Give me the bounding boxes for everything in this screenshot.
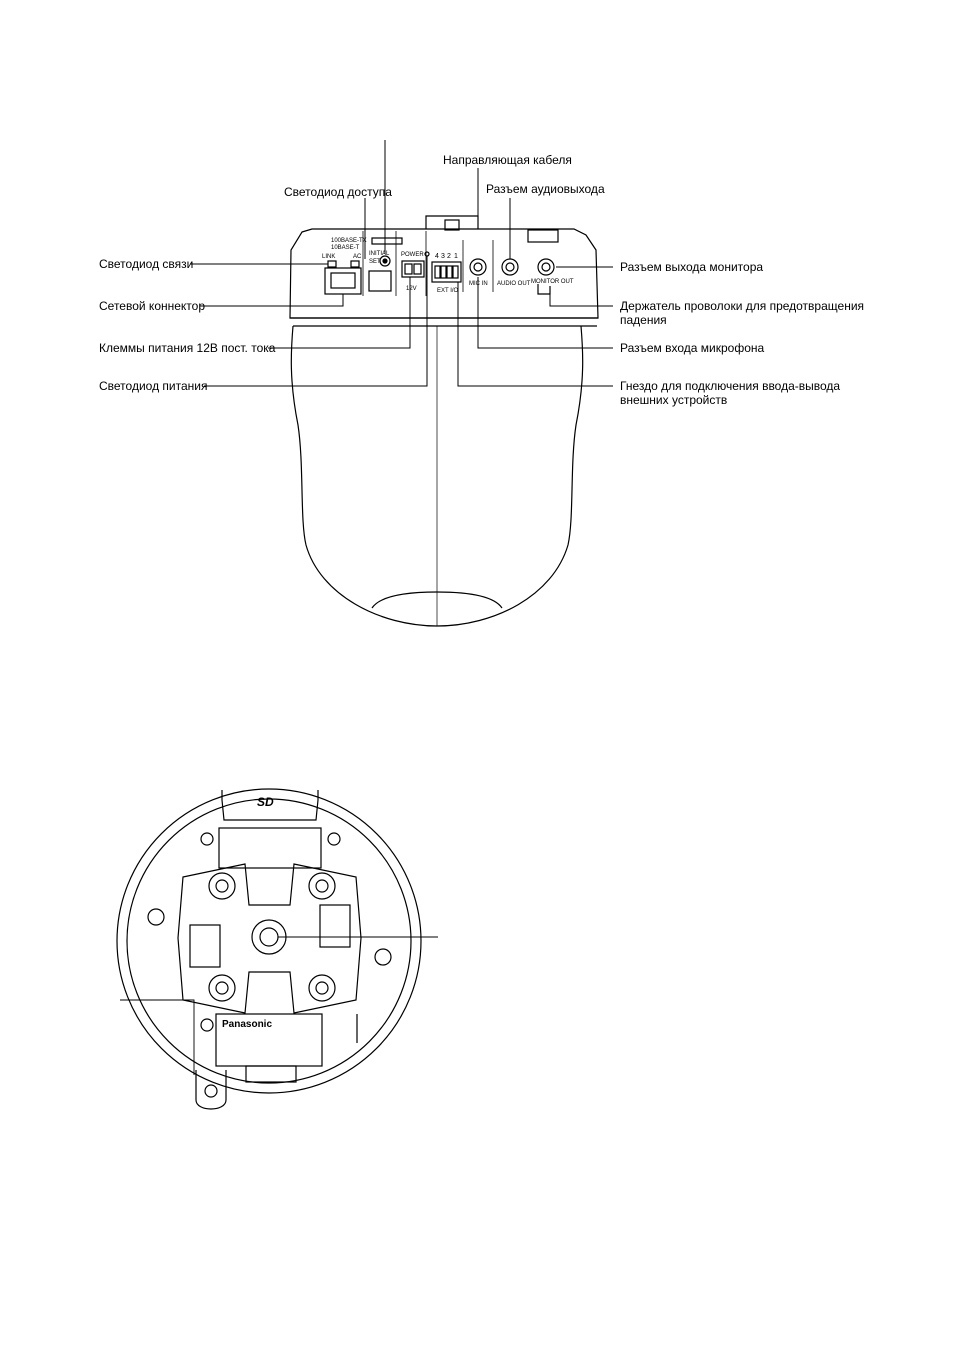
marking-12v: 12V xyxy=(406,286,417,292)
ext-io-pin-1 xyxy=(453,266,458,278)
wire-holder xyxy=(538,284,550,294)
monitor-out-jack-hole xyxy=(542,263,550,271)
corner-hole-tr xyxy=(328,833,340,845)
marking-power: POWER xyxy=(401,252,424,258)
mount-screw-tr-head xyxy=(316,880,328,892)
inner-outline xyxy=(120,1000,194,1075)
sd-slot-cover xyxy=(369,271,391,291)
label-link-led: Светодиод связи xyxy=(99,257,194,271)
marking-ch-4: 4 xyxy=(435,253,439,260)
label-monitor-out-connector: Разъем выхода монитора xyxy=(620,260,764,274)
side-hole-left xyxy=(148,909,164,925)
mount-screw-tr xyxy=(309,873,335,899)
marking-link: LINK xyxy=(322,254,336,260)
label-ext-io-line1: Гнездо для подключения ввода-вывода xyxy=(620,379,841,393)
top-tab-right xyxy=(528,230,558,242)
ext-io-pin-4 xyxy=(435,266,440,278)
panasonic-logo: Panasonic xyxy=(222,1019,273,1030)
marking-audio-out: AUDIO OUT xyxy=(497,281,531,287)
corner-hole-bl xyxy=(201,1019,213,1031)
safety-wire-hole xyxy=(205,1085,217,1097)
label-ext-io-line2: внешних устройств xyxy=(620,393,728,407)
side-hole-right xyxy=(375,949,391,965)
mount-screw-bl xyxy=(209,975,235,1001)
mount-screw-tl-head xyxy=(216,880,228,892)
label-audio-out-connector: Разъем аудиовыхода xyxy=(486,182,605,196)
ext-io-pin-3 xyxy=(441,266,446,278)
label-mic-in-connector: Разъем входа микрофона xyxy=(620,341,765,355)
label-wire-holder-line2: падения xyxy=(620,313,667,327)
mount-plate xyxy=(178,864,361,1013)
mount-screw-br xyxy=(309,975,335,1001)
side-slot-right xyxy=(320,905,350,947)
camera-side-view xyxy=(290,216,598,626)
leader-ext-io xyxy=(458,282,613,386)
label-access-led: Светодиод доступа xyxy=(284,185,392,199)
bottom-connector xyxy=(246,1066,296,1082)
leader-wire-holder xyxy=(550,290,613,306)
bottom-inner-ring xyxy=(127,799,411,1083)
leader-power-led xyxy=(204,256,427,386)
label-wire-holder-line1: Держатель проволоки для предотвращения xyxy=(620,299,865,313)
mount-screw-bl-head xyxy=(216,982,228,994)
marking-ch-3: 3 xyxy=(441,253,445,260)
power-terminal-1 xyxy=(405,264,412,274)
audio-out-jack xyxy=(502,259,518,275)
bottom-outer-ring xyxy=(117,789,421,1093)
label-power-terminals: Клеммы питания 12В пост. тока xyxy=(99,341,276,355)
corner-hole-tl xyxy=(201,833,213,845)
marking-base-tx: 100BASE-TX xyxy=(331,238,367,244)
bottom-view-logos xyxy=(222,795,274,1030)
label-power-led: Светодиод питания xyxy=(99,379,208,393)
marking-base-t: 10BASE-T xyxy=(331,245,360,251)
label-cable-guide: Направляющая кабеля xyxy=(443,153,572,167)
cable-guide-bracket xyxy=(426,216,478,229)
marking-mic-in: MIC IN xyxy=(469,281,488,287)
mic-in-jack xyxy=(470,259,486,275)
center-screw-inner xyxy=(260,928,278,946)
leader-mic-in xyxy=(478,277,613,348)
mount-screw-tl xyxy=(209,873,235,899)
marking-ch-2: 2 xyxy=(447,253,451,260)
label-network-connector: Сетевой коннектор xyxy=(99,299,206,313)
rj45-opening xyxy=(331,273,355,288)
marking-monitor-out: MONITOR OUT xyxy=(531,279,574,285)
access-led xyxy=(351,261,359,267)
mic-in-jack-hole xyxy=(474,263,482,271)
marking-ch-1: 1 xyxy=(454,253,458,260)
marking-ac: AC xyxy=(353,254,362,260)
safety-wire-tab xyxy=(196,1070,226,1109)
side-slot-left xyxy=(190,925,220,967)
marking-set: SET xyxy=(369,259,381,265)
initial-set-button-core xyxy=(383,259,387,263)
sd-logo: SD xyxy=(257,795,274,809)
ext-io-pin-2 xyxy=(447,266,452,278)
link-led xyxy=(328,261,336,267)
marking-ext-io: EXT I/O xyxy=(437,288,459,294)
mount-screw-br-head xyxy=(316,982,328,994)
audio-out-jack-hole xyxy=(506,263,514,271)
marking-initial: INITIAL xyxy=(369,251,390,257)
rj45-connector xyxy=(325,268,361,294)
top-tab-left xyxy=(372,238,402,244)
power-terminal-2 xyxy=(414,264,421,274)
leader-network xyxy=(200,294,343,306)
monitor-out-jack xyxy=(538,259,554,275)
mount-plate-top xyxy=(219,828,321,868)
camera-bottom-view xyxy=(117,789,438,1109)
